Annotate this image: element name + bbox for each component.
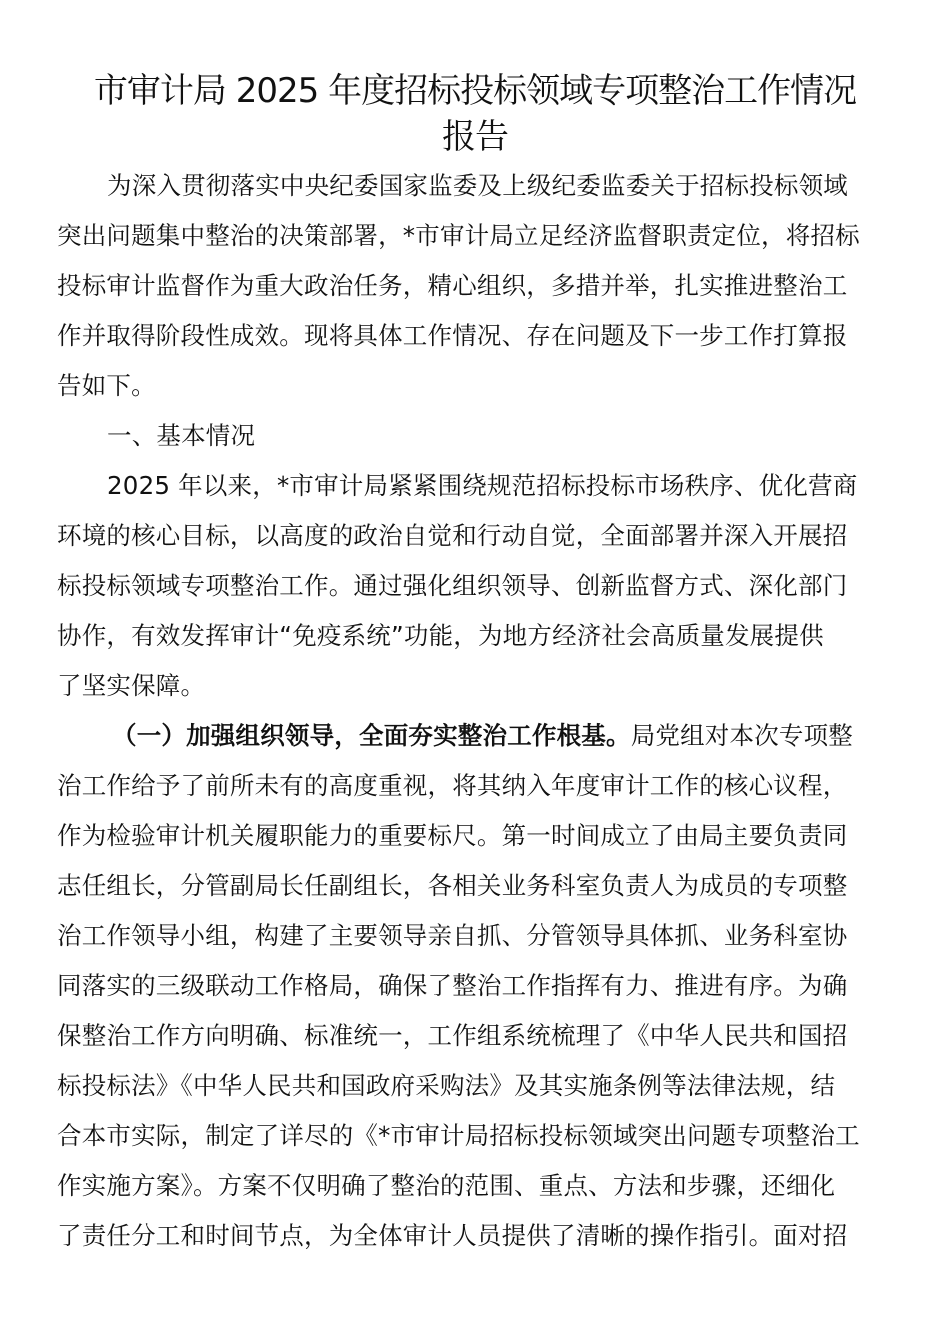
subsection-paragraph-line: 合本市实际，制定了详尽的《*市审计局招标投标领域突出问题专项整治工 [57,1121,860,1150]
intro-paragraph-line: 突出问题集中整治的决策部署，*市审计局立足经济监督职责定位，将招标 [57,221,860,250]
section-paragraph-line: 2025 年以来，*市审计局紧紧围绕规范招标投标市场秩序、优化营商 [107,471,858,500]
intro-paragraph-line: 作并取得阶段性成效。现将具体工作情况、存在问题及下一步工作打算报 [57,321,848,350]
intro-paragraph-line: 为深入贯彻落实中央纪委国家监委及上级纪委监委关于招标投标领域 [107,171,848,200]
section-paragraph-line: 协作，有效发挥审计“免疫系统”功能，为地方经济社会高质量发展提供 [57,621,824,650]
subsection-paragraph-line: 作实施方案》。方案不仅明确了整治的范围、重点、方法和步骤，还细化 [57,1171,836,1200]
section-paragraph-line: 标投标领域专项整治工作。通过强化组织领导、创新监督方式、深化部门 [57,571,848,600]
subsection-paragraph-line: 志任组长，分管副局长任副组长，各相关业务科室负责人为成员的专项整 [57,871,848,900]
section-heading: 一、基本情况 [107,421,256,450]
subsection-text: 局党组对本次专项整 [630,721,854,750]
subsection-paragraph-line: 标投标法》《中华人民共和国政府采购法》及其实施条例等法律法规，结 [57,1071,836,1100]
subsection-paragraph-line: 治工作领导小组，构建了主要领导亲自抓、分管领导具体抓、业务科室协 [57,921,848,950]
subsection-paragraph-line: 同落实的三级联动工作格局，确保了整治工作指挥有力、推进有序。为确 [57,971,848,1000]
section-paragraph-line: 环境的核心目标，以高度的政治自觉和行动自觉，全面部署并深入开展招 [57,521,848,550]
subsection-paragraph-line: 作为检验审计机关履职能力的重要标尺。第一时间成立了由局主要负责同 [57,821,848,850]
section-paragraph-line: 了坚实保障。 [57,671,206,700]
subsection-paragraph-line: 保整治工作方向明确、标准统一，工作组系统梳理了《中华人民共和国招 [57,1021,848,1050]
subsection-heading: （一）加强组织领导，全面夯实整治工作根基。 [112,721,631,750]
document-title-line-1: 市审计局 2025 年度招标投标领域专项整治工作情况 [93,71,857,111]
subsection-paragraph-line: 治工作给予了前所未有的高度重视，将其纳入年度审计工作的核心议程， [57,771,848,800]
intro-paragraph-line: 投标审计监督作为重大政治任务，精心组织，多措并举，扎实推进整治工 [57,271,848,300]
intro-paragraph-line: 告如下。 [57,371,156,400]
subsection-first-line [112,720,950,752]
document-title-line-2: 报告 [442,117,508,157]
subsection-paragraph-line: 了责任分工和时间节点，为全体审计人员提供了清晰的操作指引。面对招 [57,1221,848,1250]
